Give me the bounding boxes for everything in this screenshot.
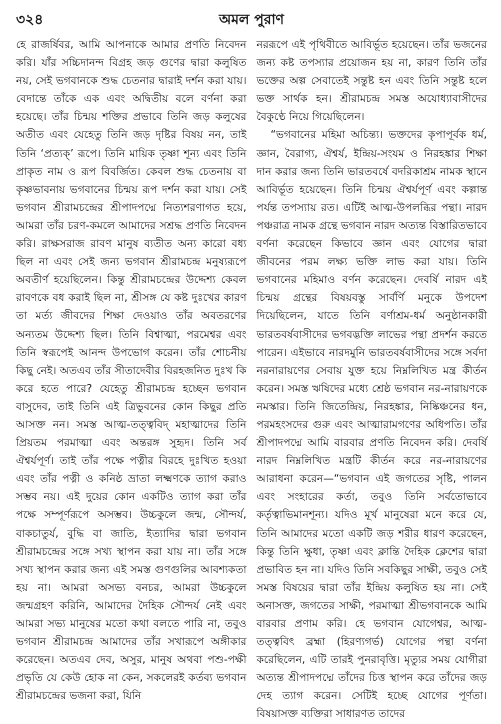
- page-number: ৩২৪: [16, 12, 44, 28]
- paragraph: নররূপে এই পৃথিবীতে আবির্ভূত হয়েছেন। তাঁর ভজনের জন্য কষ্ট তপস্যার প্রয়োজন হয় না, কারণ তিনি তাঁর ভক্তের অল্প সেবাতেই সন্তুষ্ট হন এবং তিনি সন্তুষ্ট হলে ভক্ত সার্থক হন। শ্রীরামচন্দ্র সমস্ত অযোধ্যাবাসীদের বৈকুণ্ঠে নিয়ে গিয়েছিলেন।: [256, 39, 487, 124]
- text-columns: [16, 36, 487, 721]
- running-title: অমল পুরাণ: [219, 12, 284, 28]
- right-column: [256, 36, 488, 721]
- paragraph: “ভগবানের মহিমা অচিন্ত্য। ভক্তদের কৃপাপূর্বক ধর্ম, জ্ঞান, বৈরাগ্য, ঐশ্বর্য, ইন্দ্রিয়-সংযম ও নিরহঙ্কার শিক্ষা দান করার জন্য তিনি ভারতবর্ষে বদরিকাশ্রম নামক স্থানে আবির্ভূত হয়েছেন। তিনি চিন্ময় ঐশ্বর্যপূর্ণ এবং কল্পান্ত পর্যন্ত তপস্যায় রত। এটিই আত্ম-উপলব্ধির পন্থা। নারদ পঞ্চরাত্র নামক গ্রন্থে ভগবান নারদ অত্যন্ত বিস্তারিতভাবে বর্ণনা করেছেন কিভাবে জ্ঞান এবং যোগের দ্বারা জীবনের পরম লক্ষ্য ভক্তি লাভ করা যায়। তিনি ভগবানের মহিমাও বর্ণন করেছেন। দেবর্ষি নারদ এই চিন্ময় গ্রন্থের বিষয়বস্তু সার্বর্ণি মনুকে উপদেশ দিয়েছিলেন, যাতে তিনি বর্ণাশ্রম-ধর্ম অনুষ্ঠানকারী ভারতবর্ষবাসীদের ভগবদ্ভক্তি লাভের পন্থা প্রদর্শন করতে পারেন। এইভাবে নারদমুনি ভারতবর্ষবাসীদের সঙ্গে সর্বদা নরনারায়ণের সেবায় যুক্ত হয়ে নিম্নলিখিত মন্ত্র কীর্তন করেন। সমস্ত ঋষিদের মধ্যে শ্রেষ্ঠ ভগবান নর-নারায়ণকে নমস্কার। তিনি জিতেন্দ্রিয়, নিরহঙ্কার, নিষ্কিঞ্চনের ধন, পরমহংসদের গুরু এবং আত্মারামগণের অধিপতি। তাঁর শ্রীপাদপদ্মে আমি বারবার প্রণতি নিবেদন করি। দেবর্ষি নারদ নিম্নলিখিত মন্ত্রটি কীর্তন করে নর-নারায়ণের আরাধনা করেন—“ভগবান এই জগতের সৃষ্টি, পালন এবং সংহারের কর্তা, তবুও তিনি সর্বতোভাবে কর্তৃত্বাভিমানশূন্য। যদিও মূর্খ মানুষেরা মনে করে যে, তিনি আমাদের মতো একটি জড় শরীর ধারণ করেছেন, কিন্তু তিনি ক্ষুধা, তৃষ্ণা এবং ক্লান্তি দৈহিক ক্লেশের দ্বারা প্রভাবিত হন না। যদিও তিনি সবকিছুর সাক্ষী, তবুও সেই সমস্ত বিষয়ের দ্বারা তাঁর ইন্দ্রিয় কলুষিত হয় না। সেই অনাসক্ত, জগতের সাক্ষী, পরমাত্মা শ্রীভগবানকে আমি বারবার প্রণাম করি। হে ভগবান যোগেশ্বর, আত্ম-তত্ত্ববিৎ ব্রহ্মা (হিরণ্যগর্ভ) যোগের পন্থা বর্ণনা করেছিলেন, এটি তারই পুনরাবৃত্তি। মৃত্যুর সময় যোগীরা অত্যন্ত শ্রীপাদপদ্মে তাঁদের চিত্ত স্থাপন করে তাঁদের জড় দেহ ত্যাগ করেন। সেটিই হচ্ছে যোগের পূর্ণতা। বিষয়াসক্ত ব্যক্তিরা সাধারণত তাদের: [256, 129, 487, 721]
- paragraph: হে রাজর্ষিবর, আমি আপনাকে আমার প্রণতি নিবেদন করি। যাঁর সচ্চিদানন্দ বিগ্রহ জড় গুণের দ্বারা কলুষিত নয়, সেই ভগবানকে শুদ্ধ চেতনার দ্বারাই দর্শন করা যায়। বেদান্তে তাঁকে এক এবং অদ্বিতীয় বলে বর্ণনা করা হয়েছে। তাঁর চিন্ময় শক্তির প্রভাবে তিনি জড় কলুষের অতীত এবং যেহেতু তিনি জড় দৃষ্টির বিষয় নন, তাই তিনি ‘প্রত্যক্’ রূপে। তিনি মায়িক তৃষ্ণা শূন্য এবং তিনি প্রাকৃত নাম ও রূপ বিবর্জিত। কেবল শুদ্ধ চেতনায় বা কৃষ্ণভাবনায় ভগবানের চিন্ময় রূপ দর্শন করা যায়। সেই ভগবান শ্রীরামচন্দ্রের শ্রীপাদপদ্মে নিত্যশরণাগত হয়ে, আমরা তাঁর চরণ-কমলে আমাদের সশ্রদ্ধ প্রণতি নিবেদন করি। রাক্ষসরাজ রাবণ মানুষ ব্যতীত অন্য কারো বধ্য ছিল না এবং সেই জন্য ভগবান শ্রীরামচন্দ্র মনুষ্যরূপে অবতীর্ণ হয়েছিলেন। কিন্তু শ্রীরামচন্দ্রের উদ্দেশ্য কেবল রাবণকে বধ করাই ছিল না, শ্রীসঙ্গ যে কষ্ট দুঃখের কারণ তা মর্ত্য জীবদের শিক্ষা দেওয়াও তাঁর অবতরণের অন্যতম উদ্দেশ্য ছিল। তিনি বিশ্বাত্মা, পরমেশ্বর এবং তিনি স্বরূপেই আনন্দ উপভোগ করেন। তাঁর শোচনীয় কিছু নেই। অতএব তাঁর সীতাদেবীর বিরহজনিত দুঃখ কি করে হতে পারে? যেহেতু শ্রীরামচন্দ্র হচ্ছেন ভগবান বাসুদেব, তাই তিনি এই ত্রিভুবনের কোন কিছুর প্রতি আসক্ত নন। সমস্ত আত্ম-তত্ত্ববিদ্ মহাত্মাদের তিনি প্রিয়তম পরমাত্মা এবং অন্তরঙ্গ সুহৃদ। তিনি সর্ব ঐশ্বর্যপূর্ণ। তাই তাঁর পক্ষে পত্নীর বিরহে দুঃখিত হওয়া এবং তাঁর পত্নী ও কনিষ্ঠ ভ্রাতা লক্ষ্মণকে ত্যাগ করাও সম্ভব নয়। এই দুয়ের কোন একটিও ত্যাগ করা তাঁর পক্ষে সম্পূর্ণরূপে অসম্ভব। উচ্চকুলে জন্ম, সৌন্দর্য, বাকচাতুর্য, বুদ্ধি বা জাতি, ইত্যাদির দ্বারা ভগবান শ্রীরামচন্দ্রের সঙ্গে সখ্য স্থাপন করা যায় না। তাঁর সঙ্গে সখ্য স্থাপন করার জন্য এই সমস্ত গুণগুলির আবশ্যকতা হয় না। আমরা অসভ্য বনচর, আমরা উচ্চকুলে জন্মগ্রহণ করিনি, আমাদের দৈহিক সৌন্দর্য নেই এবং আমরা সভ্য মানুষের মতো কথা বলতে পারি না, তবুও ভগবান শ্রীরামচন্দ্র আমাদের তাঁর সখারূপে অঙ্গীকার করেছেন। অতএব দেব, অসুর, মানুষ অথবা পশু-পক্ষী প্রভৃতি যে কেউ হোক না কেন, সকলেরই কর্তব্য ভগবান শ্রীরামচন্দ্রের ভজনা করা, যিনি: [16, 39, 247, 703]
- page-header: [16, 6, 487, 28]
- left-column: [16, 36, 247, 703]
